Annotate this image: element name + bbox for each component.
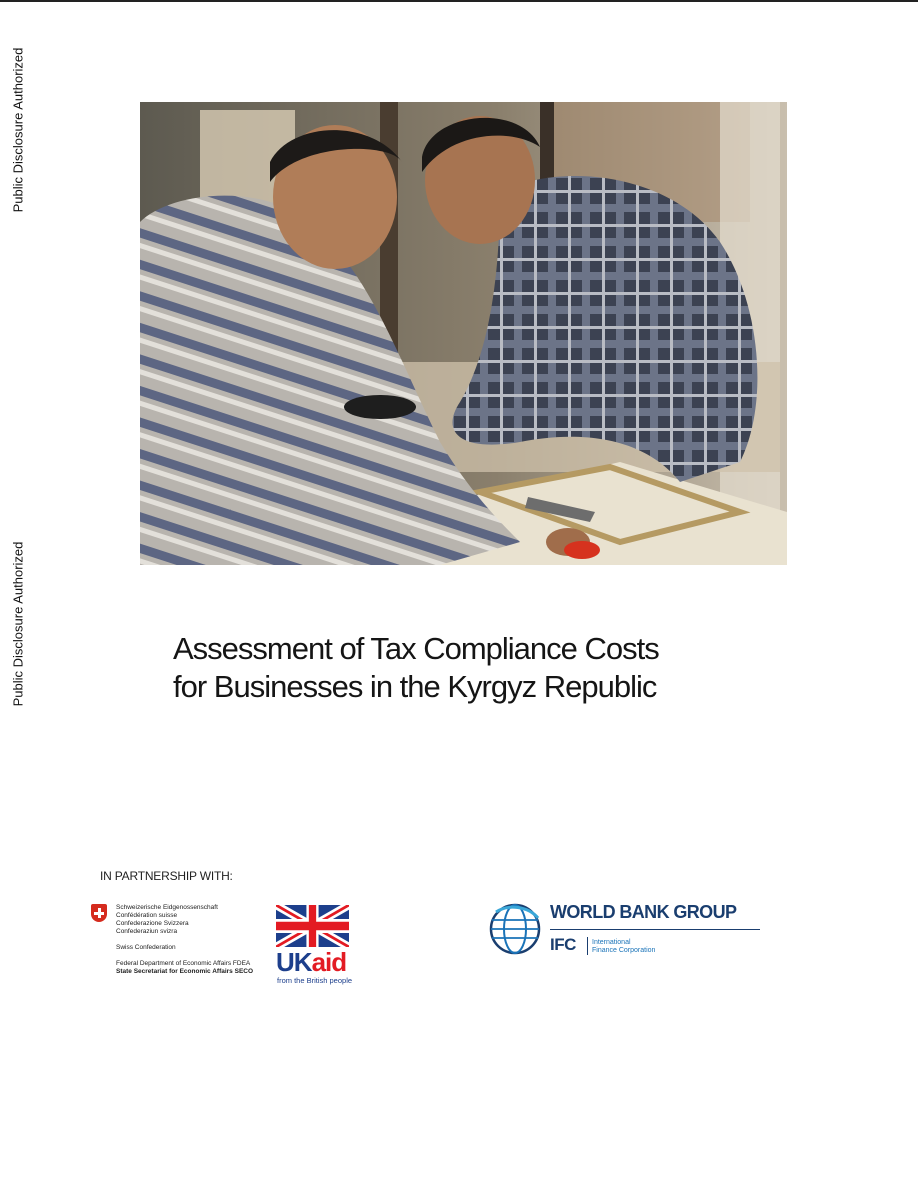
ifc-wordmark: IFC: [550, 935, 576, 954]
title-line-1: Assessment of Tax Compliance Costs: [173, 631, 659, 666]
report-title: [173, 630, 773, 706]
ifc-description: International Finance Corporation: [592, 939, 656, 954]
world-bank-group-logo: [488, 900, 768, 960]
cover-photo: [140, 102, 787, 565]
title-line-2: for Businesses in the Kyrgyz Republic: [173, 669, 657, 704]
swiss-logo-text: Schweizerische Eidgenossenschaft Confédération suisse Confederazione Svizzera Confederaziun svizra Swiss Confederation Federal Department of Economic Affairs FDEA State Secretariat for Economic Affairs SECO: [116, 904, 254, 975]
ifc-separator: [587, 937, 588, 955]
wbg-divider: [550, 929, 760, 930]
swiss-cross-icon: [91, 904, 107, 922]
top-border: [0, 0, 918, 2]
union-jack-icon: [276, 905, 349, 947]
partnership-label: IN PARTNERSHIP WITH:: [100, 869, 233, 883]
globe-icon: [488, 902, 542, 956]
ukaid-logo: [276, 905, 353, 985]
ukaid-tagline: from the British people: [277, 976, 353, 985]
wbg-wordmark: WORLD BANK GROUP: [550, 902, 737, 922]
swiss-confederation-logo: [91, 904, 271, 984]
ukaid-wordmark: UKaid: [276, 947, 347, 977]
